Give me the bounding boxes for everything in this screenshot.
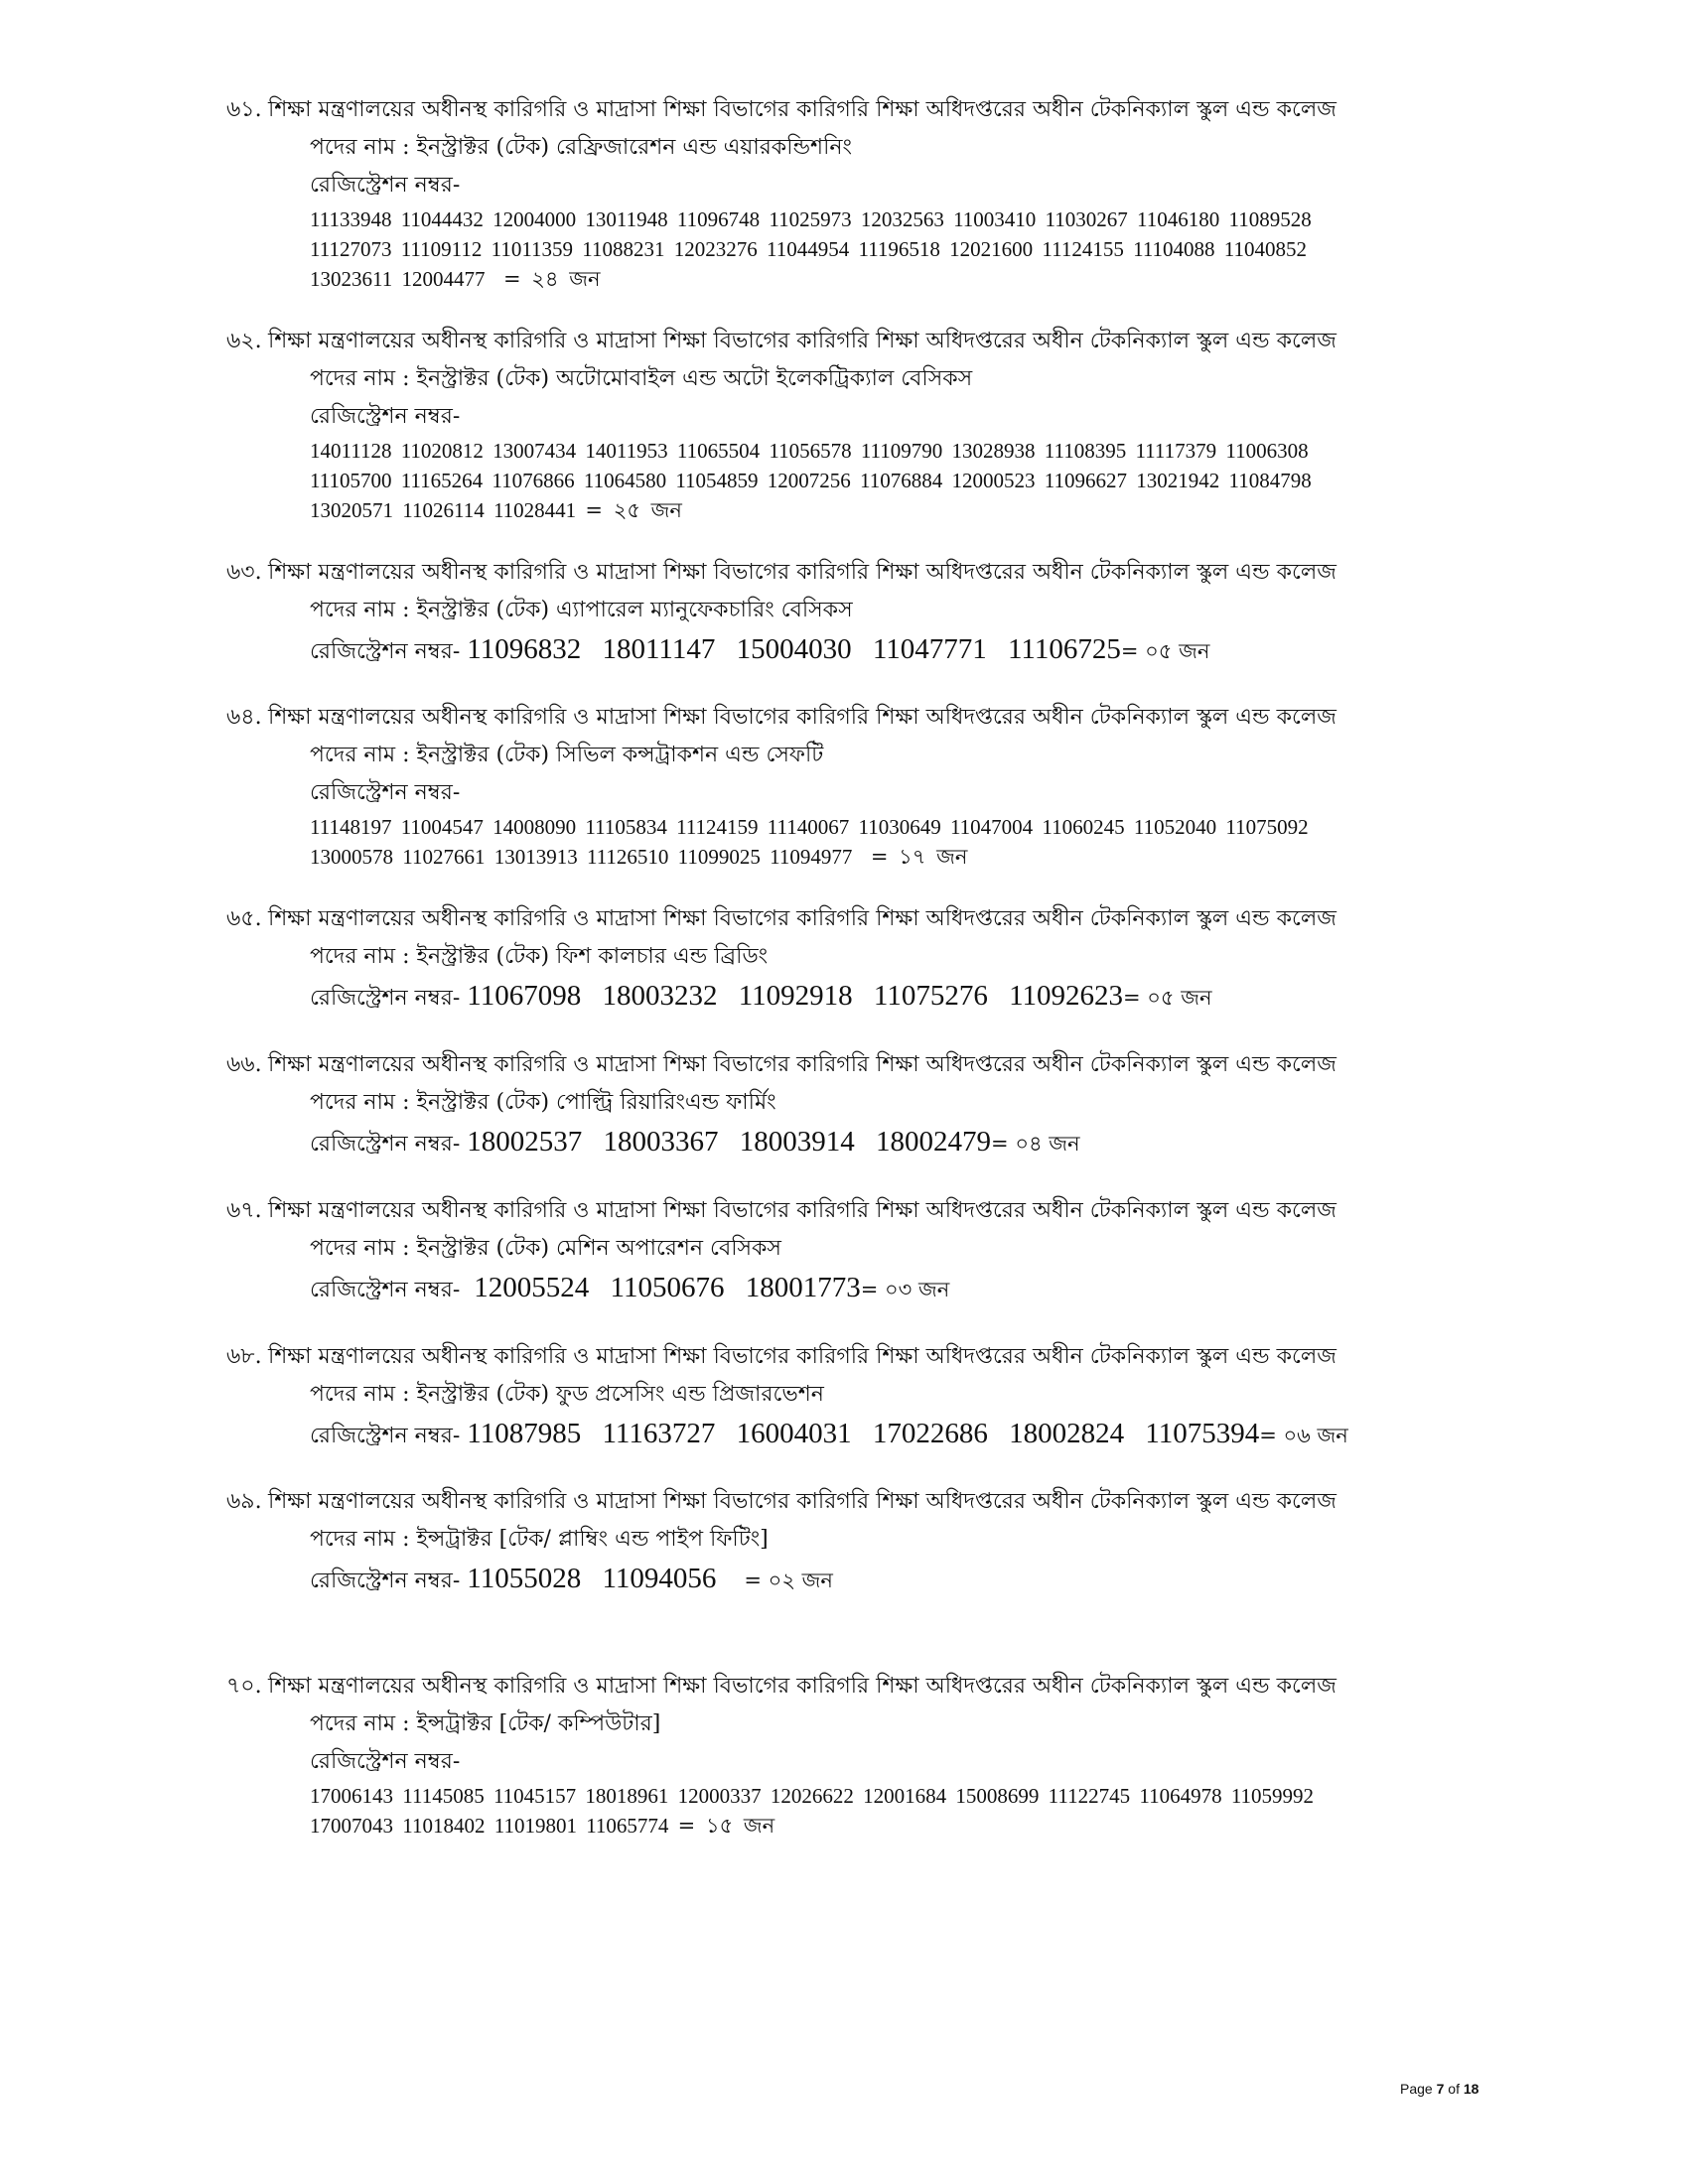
entry-ids-inline: 18002537 18003367 18003914 18002479 (467, 1126, 992, 1158)
entry-63 (226, 554, 1509, 672)
entry-reg-label: রেজিস্ট্রেশন নম্বর- (310, 173, 461, 198)
entry-ids-inline: 11055028 11094056 (467, 1563, 717, 1594)
entry-number: ৬৫. (226, 906, 262, 931)
entry-post: পদের নাম : ইনস্ট্রাক্টর (টেক) রেফ্রিজারেশন এন্ড এয়ারকন্ডিশনিং (310, 135, 852, 160)
entry-68 (226, 1338, 1509, 1456)
entry-number: ৬৯. (226, 1489, 262, 1514)
page-number: 7 (1436, 2081, 1445, 2097)
entry-org-line (226, 554, 1509, 592)
entry-ids-line: 11127073 11109112 11011359 11088231 12023276 11044954 11196518 12021600 11124155 11104088 11040852 (310, 237, 1308, 261)
entry-ids-inline: 11087985 11163727 16004031 17022686 18002824 11075394 (467, 1418, 1260, 1449)
entry-reg-inline (310, 1559, 1509, 1601)
entry-post: পদের নাম : ইনস্ট্রাক্টর (টেক) ফিশ কালচার এন্ড ব্রিডিং (310, 944, 769, 969)
entry-ids-line: 14011128 11020812 13007434 14011953 11065504 11056578 11109790 13028938 11108395 11117379 11006308 (310, 439, 1309, 463)
entry-67 (226, 1192, 1509, 1310)
entry-total: = ০৩ জন (860, 1278, 950, 1301)
entry-ids-line: 11105700 11165264 11076866 11064580 11054859 12007256 11076884 12000523 11096627 13021942 11084798 (310, 469, 1312, 492)
entry-reg-inline (310, 1122, 1509, 1164)
entry-number: ৬৮. (226, 1344, 262, 1369)
entry-org: শিক্ষা মন্ত্রণালয়ের অধীনস্থ কারিগরি ও মাদ্রাসা শিক্ষা বিভাগের কারিগরি শিক্ষা অধিদপ্তরের অধীন টেকনিক্যাল স্কুল এন্ড কলেজ (268, 1489, 1336, 1514)
page-total: 18 (1463, 2081, 1479, 2097)
entry-number: ৬২. (226, 329, 262, 353)
entry-number: ৬৪. (226, 705, 262, 730)
entry-total: = ০৫ জন (1120, 639, 1210, 663)
entry-number: ৬৩. (226, 560, 262, 585)
entry-org: শিক্ষা মন্ত্রণালয়ের অধীনস্থ কারিগরি ও মাদ্রাসা শিক্ষা বিভাগের কারিগরি শিক্ষা অধিদপ্তরের অধীন টেকনিক্যাল স্কুল এন্ড কলেজ (268, 906, 1336, 931)
entry-reg-inline (310, 1268, 1509, 1310)
entry-post: পদের নাম : ইন্সট্রাক্টর [টেক/ কম্পিউটার] (310, 1711, 661, 1736)
entry-ids-inline: 11096832 18011147 15004030 11047771 11106725 (467, 633, 1121, 665)
entry-org-line (226, 699, 1509, 737)
page-label: Page (1400, 2081, 1433, 2097)
entry-post: পদের নাম : ইনস্ট্রাক্টর (টেক) অটোমোবাইল এন্ড অটো ইলেকট্রিক্যাল বেসিকস (310, 366, 973, 391)
entry-ids-line: 17007043 11018402 11019801 11065774 (310, 1814, 669, 1838)
entry-total: = ১৭ জন (870, 845, 968, 869)
entry-ids-last (310, 842, 1509, 872)
entry-reg-inline (310, 629, 1509, 672)
entry-org-line (226, 1046, 1509, 1084)
entry-ids-last (310, 1811, 1509, 1841)
entry-org-line (226, 900, 1509, 938)
entry-org: শিক্ষা মন্ত্রণালয়ের অধীনস্থ কারিগরি ও মাদ্রাসা শিক্ষা বিভাগের কারিগরি শিক্ষা অধিদপ্তরের অধীন টেকনিক্যাল স্কুল এন্ড কলেজ (268, 705, 1336, 730)
entry-ids-line: 11148197 11004547 14008090 11105834 11124159 11140067 11030649 11047004 11060245 11052040 11075092 (310, 815, 1309, 839)
entry-total: = ১৫ জন (677, 1814, 775, 1838)
entry-62 (226, 323, 1509, 525)
entry-ids-inline: 11067098 18003232 11092918 11075276 11092623 (467, 980, 1123, 1012)
entry-number: ৭০. (226, 1674, 262, 1699)
entry-post: পদের নাম : ইনস্ট্রাক্টর (টেক) সিভিল কন্সট্রাকশন এন্ড সেফটি (310, 743, 824, 767)
entry-ids-line: 17006143 11145085 11045157 18018961 12000337 12026622 12001684 15008699 11122745 11064978 11059992 (310, 1784, 1315, 1808)
entry-ids-line: 13000578 11027661 13013913 11126510 11099025 11094977 (310, 845, 853, 869)
entry-number: ৬১. (226, 97, 262, 122)
entry-org: শিক্ষা মন্ত্রণালয়ের অধীনস্থ কারিগরি ও মাদ্রাসা শিক্ষা বিভাগের কারিগরি শিক্ষা অধিদপ্তরের অধীন টেকনিক্যাল স্কুল এন্ড কলেজ (268, 329, 1336, 353)
entry-org: শিক্ষা মন্ত্রণালয়ের অধীনস্থ কারিগরি ও মাদ্রাসা শিক্ষা বিভাগের কারিগরি শিক্ষা অধিদপ্তরের অধীন টেকনিক্যাল স্কুল এন্ড কলেজ (268, 1198, 1336, 1223)
entry-69 (226, 1483, 1509, 1601)
entry-reg-label: রেজিস্ট্রেশন নম্বর- (310, 986, 461, 1011)
entry-org: শিক্ষা মন্ত্রণালয়ের অধীনস্থ কারিগরি ও মাদ্রাসা শিক্ষা বিভাগের কারিগরি শিক্ষা অধিদপ্তরের অধীন টেকনিক্যাল স্কুল এন্ড কলেজ (268, 1052, 1336, 1077)
entry-reg-label: রেজিস্ট্রেশন নম্বর- (310, 639, 461, 664)
entry-post: পদের নাম : ইন্সট্রাক্টর [টেক/ প্লাম্বিং এন্ড পাইপ ফিটিং] (310, 1527, 769, 1552)
entry-65 (226, 900, 1509, 1019)
entry-total: = ০৪ জন (991, 1132, 1080, 1156)
entry-post: পদের নাম : ইনস্ট্রাক্টর (টেক) মেশিন অপারেশন বেসিকস (310, 1236, 781, 1261)
entry-total: = ০৬ জন (1259, 1424, 1348, 1447)
entry-post: পদের নাম : ইনস্ট্রাক্টর (টেক) ফুড প্রসেসিং এন্ড প্রিজারভেশন (310, 1382, 824, 1407)
entry-61 (226, 91, 1509, 294)
entry-ids-line: 13023611 12004477 (310, 267, 486, 291)
page-footer (1400, 2081, 1478, 2097)
entry-reg-inline (310, 1414, 1509, 1456)
entry-reg-label: রেজিস্ট্রেশন নম্বর- (310, 1749, 461, 1774)
entry-org-line (226, 1483, 1509, 1521)
entry-org-line (226, 1192, 1509, 1230)
entry-number: ৬৭. (226, 1198, 262, 1223)
entry-org-line (226, 91, 1509, 129)
entry-total: = ২৫ জন (585, 498, 682, 522)
entry-reg-inline (310, 976, 1509, 1019)
entry-reg-label: রেজিস্ট্রেশন নম্বর- (310, 1424, 461, 1448)
page-of-label: of (1448, 2081, 1460, 2097)
entry-org: শিক্ষা মন্ত্রণালয়ের অধীনস্থ কারিগরি ও মাদ্রাসা শিক্ষা বিভাগের কারিগরি শিক্ষা অধিদপ্তরের অধীন টেকনিক্যাল স্কুল এন্ড কলেজ (268, 97, 1336, 122)
entry-reg-label: রেজিস্ট্রেশন নম্বর- (310, 780, 461, 805)
entry-reg-label: রেজিস্ট্রেশন নম্বর- (310, 1569, 461, 1593)
entry-number: ৬৬. (226, 1052, 262, 1077)
entry-total: = ২৪ জন (502, 267, 601, 291)
entry-org-line (226, 1338, 1509, 1376)
entry-ids-inline: 12005524 11050676 18001773 (474, 1272, 861, 1303)
entry-org-line (226, 1668, 1509, 1706)
entry-70 (226, 1668, 1509, 1841)
entry-org: শিক্ষা মন্ত্রণালয়ের অধীনস্থ কারিগরি ও মাদ্রাসা শিক্ষা বিভাগের কারিগরি শিক্ষা অধিদপ্তরের অধীন টেকনিক্যাল স্কুল এন্ড কলেজ (268, 1674, 1336, 1699)
entry-ids-line: 13020571 11026114 11028441 (310, 498, 577, 522)
entry-post: পদের নাম : ইনস্ট্রাক্টর (টেক) পোল্ট্রি রিয়ারিংএন্ড ফার্মিং (310, 1090, 776, 1115)
entry-64 (226, 699, 1509, 872)
entry-reg-label: রেজিস্ট্রেশন নম্বর- (310, 1132, 461, 1157)
entry-org: শিক্ষা মন্ত্রণালয়ের অধীনস্থ কারিগরি ও মাদ্রাসা শিক্ষা বিভাগের কারিগরি শিক্ষা অধিদপ্তরের অধীন টেকনিক্যাল স্কুল এন্ড কলেজ (268, 560, 1336, 585)
entry-post: পদের নাম : ইনস্ট্রাক্টর (টেক) এ্যাপারেল ম্যানুফেকচারিং বেসিকস (310, 598, 853, 622)
entry-reg-label: রেজিস্ট্রেশন নম্বর- (310, 1278, 461, 1302)
entry-org-line (226, 323, 1509, 360)
entry-ids-line: 11133948 11044432 12004000 13011948 11096748 11025973 12032563 11003410 11030267 11046180 11089528 (310, 207, 1312, 231)
entry-ids-last (310, 264, 1509, 294)
entry-total: = ০২ জন (744, 1569, 833, 1592)
entry-org: শিক্ষা মন্ত্রণালয়ের অধীনস্থ কারিগরি ও মাদ্রাসা শিক্ষা বিভাগের কারিগরি শিক্ষা অধিদপ্তরের অধীন টেকনিক্যাল স্কুল এন্ড কলেজ (268, 1344, 1336, 1369)
entry-total: = ০৫ জন (1123, 986, 1212, 1010)
entry-ids-last (310, 495, 1509, 525)
entry-66 (226, 1046, 1509, 1164)
entry-reg-label: রেজিস্ট্রেশন নম্বর- (310, 404, 461, 429)
